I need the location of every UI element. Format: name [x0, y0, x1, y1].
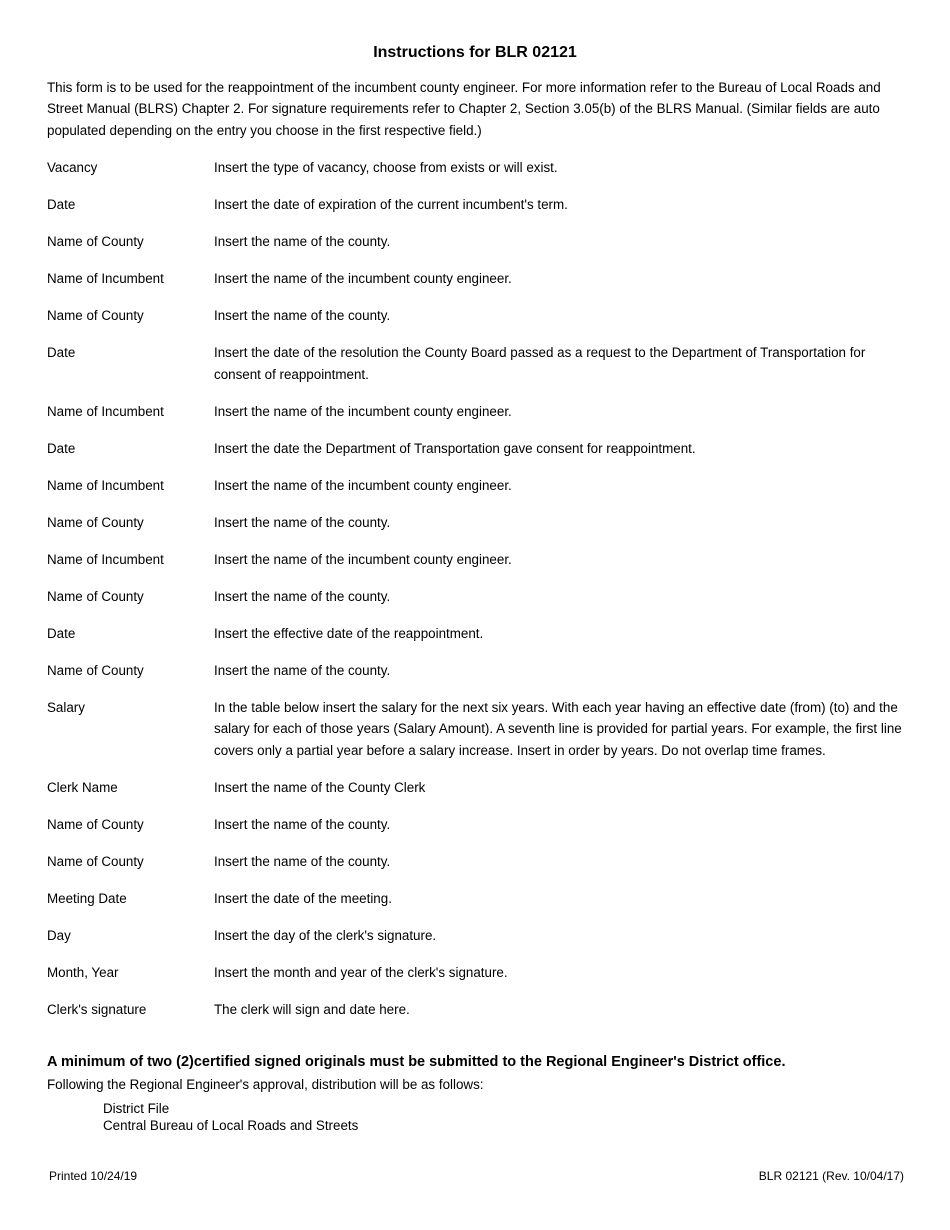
field-label: Name of Incumbent [47, 477, 164, 493]
field-description: Insert the name of the county. [214, 234, 391, 249]
page-title: Instructions for BLR 02121 [373, 44, 577, 61]
field-label: Month, Year [47, 964, 119, 980]
intro-paragraph: This form is to be used for the reappointment of the incumbent county engineer. For more information refer to the Bureau of Local Roads and Street Manual (BLRS) Chapter 2. For signature requirements refer to Chapter 2, Section 3.05(b) of the BLRS Manual. (Similar fields are auto populated depending on the entry you choose in the first respective field.) [47, 80, 881, 138]
field-label: Name of County [47, 853, 144, 869]
field-description: Insert the date of the resolution the County Board passed as a request to the Department of Transportation for consent of reappointment. [214, 345, 866, 382]
field-label: Name of County [47, 588, 144, 604]
instruction-row [47, 305, 907, 327]
field-label: Name of Incumbent [47, 271, 164, 286]
field-description: Insert the month and year of the clerk's signature. [214, 964, 508, 980]
instruction-row [47, 851, 907, 873]
field-label: Name of County [47, 662, 144, 678]
field-description: Insert the name of the incumbent county engineer. [214, 551, 512, 567]
instruction-row [47, 438, 907, 460]
field-description: Insert the name of the county. [214, 816, 391, 832]
instruction-row [47, 697, 907, 762]
instruction-row [47, 999, 907, 1021]
field-label: Clerk's signature [47, 1001, 147, 1017]
field-label: Name of County [47, 308, 144, 323]
distribution-item: Central Bureau of Local Roads and Streets [103, 1118, 359, 1133]
instruction-row [47, 586, 907, 608]
instruction-row [47, 814, 907, 836]
instruction-row [47, 962, 907, 984]
field-description: Insert the name of the county. [214, 853, 391, 869]
field-label: Name of Incumbent [47, 403, 164, 419]
instruction-row [47, 925, 907, 947]
instruction-row [47, 549, 907, 571]
field-label: Date [47, 345, 76, 360]
instruction-row [47, 157, 907, 179]
distribution-item: District File [103, 1101, 170, 1116]
field-label: Name of County [47, 234, 144, 249]
instruction-row [47, 401, 907, 423]
field-description: Insert the name of the incumbent county engineer. [214, 477, 512, 493]
distribution-list [103, 1100, 358, 1134]
field-description: The clerk will sign and date here. [214, 1001, 410, 1017]
instruction-row [47, 231, 907, 253]
field-label: Clerk Name [47, 779, 118, 795]
field-description: Insert the name of the county. [214, 308, 391, 323]
field-description: Insert the name of the County Clerk [214, 779, 426, 795]
field-label: Name of County [47, 816, 144, 832]
instruction-row [47, 660, 907, 682]
instruction-row [47, 475, 907, 497]
instruction-row [47, 512, 907, 534]
instruction-row [47, 268, 907, 290]
field-instructions-list [47, 157, 907, 1036]
field-description: Insert the day of the clerk's signature. [214, 927, 437, 943]
field-label: Vacancy [47, 160, 98, 175]
field-label: Name of County [47, 514, 144, 530]
field-description: Insert the name of the county. [214, 662, 391, 678]
instruction-row [47, 194, 907, 216]
form-revision: BLR 02121 (Rev. 10/04/17) [758, 1169, 904, 1183]
field-label: Date [47, 197, 76, 212]
field-description: Insert the date of the meeting. [214, 890, 392, 906]
field-description: Insert the name of the county. [214, 588, 391, 604]
printed-date: Printed 10/24/19 [49, 1169, 138, 1183]
field-description: Insert the effective date of the reappointment. [214, 625, 484, 641]
field-label: Date [47, 625, 76, 641]
field-label: Name of Incumbent [47, 551, 164, 567]
instruction-row [47, 888, 907, 910]
field-label: Day [47, 927, 71, 943]
field-label: Meeting Date [47, 890, 127, 906]
field-description: Insert the date of expiration of the current incumbent's term. [214, 197, 568, 212]
instruction-row [47, 342, 907, 385]
field-description: Insert the name of the county. [214, 514, 391, 530]
distribution-intro: Following the Regional Engineer's approval, distribution will be as follows: [47, 1077, 484, 1092]
submission-notice: A minimum of two (2)certified signed originals must be submitted to the Regional Engineer's District office. [47, 1054, 786, 1070]
field-label: Date [47, 440, 76, 456]
field-description: Insert the name of the incumbent county engineer. [214, 403, 512, 419]
instruction-row [47, 777, 907, 799]
field-description: In the table below insert the salary for the next six years. With each year having an effective date (from) (to) and the salary for each of those years (Salary Amount). A seventh line is provided for partial years. For example, the first line covers only a partial year before a salary increase. Insert in order by years. Do not overlap time frames. [214, 699, 902, 758]
field-description: Insert the name of the incumbent county engineer. [214, 271, 512, 286]
field-label: Salary [47, 699, 85, 715]
instruction-row [47, 623, 907, 645]
field-description: Insert the date the Department of Transportation gave consent for reappointment. [214, 440, 696, 456]
field-description: Insert the type of vacancy, choose from exists or will exist. [214, 160, 558, 175]
